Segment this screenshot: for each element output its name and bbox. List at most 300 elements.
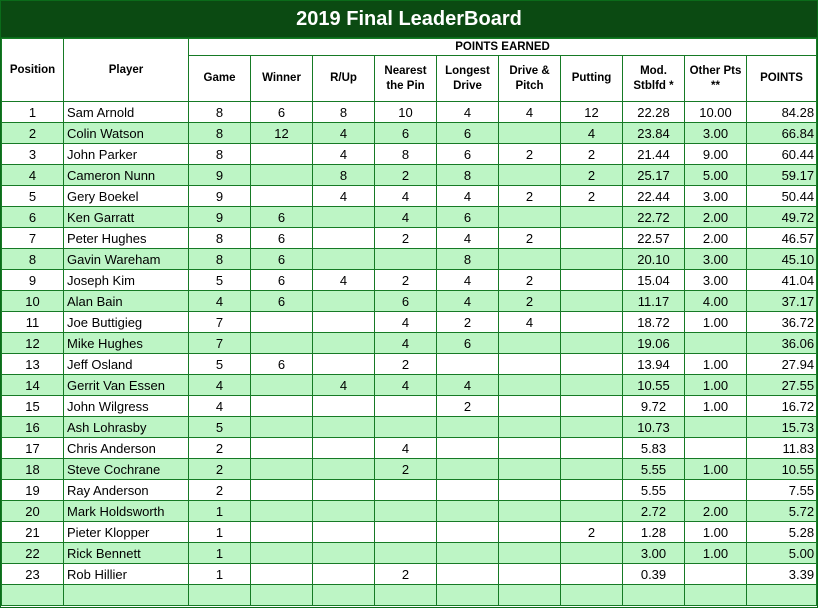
table-row <box>2 417 817 438</box>
cell-runner-up <box>313 480 375 501</box>
empty-cell <box>561 585 623 606</box>
cell-putting <box>561 312 623 333</box>
cell-other-pts: 9.00 <box>685 144 747 165</box>
cell-drive-pitch <box>499 396 561 417</box>
cell-longest-drive: 2 <box>437 396 499 417</box>
cell-game: 5 <box>189 417 251 438</box>
cell-other-pts: 1.00 <box>685 543 747 564</box>
cell-game: 2 <box>189 459 251 480</box>
cell-position: 4 <box>2 165 64 186</box>
cell-putting <box>561 543 623 564</box>
cell-position: 2 <box>2 123 64 144</box>
cell-position: 14 <box>2 375 64 396</box>
cell-nearest-pin <box>375 522 437 543</box>
cell-drive-pitch <box>499 459 561 480</box>
cell-winner <box>251 333 313 354</box>
cell-longest-drive <box>437 543 499 564</box>
cell-points: 59.17 <box>747 165 817 186</box>
header-other-pts: Other Pts ** <box>685 56 747 102</box>
cell-position: 13 <box>2 354 64 375</box>
cell-position: 11 <box>2 312 64 333</box>
cell-putting <box>561 459 623 480</box>
cell-game: 8 <box>189 249 251 270</box>
cell-player: Cameron Nunn <box>64 165 189 186</box>
cell-player: Alan Bain <box>64 291 189 312</box>
cell-nearest-pin <box>375 396 437 417</box>
empty-cell <box>499 585 561 606</box>
cell-longest-drive <box>437 354 499 375</box>
cell-game: 1 <box>189 522 251 543</box>
cell-other-pts <box>685 564 747 585</box>
cell-winner: 6 <box>251 207 313 228</box>
cell-game: 8 <box>189 102 251 123</box>
cell-drive-pitch <box>499 165 561 186</box>
cell-position: 16 <box>2 417 64 438</box>
cell-position: 6 <box>2 207 64 228</box>
cell-points: 37.17 <box>747 291 817 312</box>
empty-cell <box>189 585 251 606</box>
empty-table-row <box>2 585 817 606</box>
empty-cell <box>685 585 747 606</box>
cell-nearest-pin <box>375 501 437 522</box>
header-putting: Putting <box>561 56 623 102</box>
cell-runner-up <box>313 417 375 438</box>
cell-other-pts <box>685 333 747 354</box>
cell-winner <box>251 522 313 543</box>
cell-mod-stblfd: 0.39 <box>623 564 685 585</box>
cell-points: 10.55 <box>747 459 817 480</box>
cell-putting <box>561 249 623 270</box>
cell-runner-up: 4 <box>313 123 375 144</box>
cell-player: Gery Boekel <box>64 186 189 207</box>
leaderboard-body <box>2 102 817 606</box>
cell-points: 46.57 <box>747 228 817 249</box>
cell-other-pts: 3.00 <box>685 123 747 144</box>
cell-winner <box>251 186 313 207</box>
cell-runner-up <box>313 396 375 417</box>
cell-longest-drive <box>437 564 499 585</box>
cell-runner-up <box>313 333 375 354</box>
cell-winner <box>251 375 313 396</box>
cell-runner-up <box>313 501 375 522</box>
cell-putting: 2 <box>561 522 623 543</box>
cell-longest-drive: 8 <box>437 249 499 270</box>
cell-points: 5.28 <box>747 522 817 543</box>
cell-longest-drive: 4 <box>437 270 499 291</box>
empty-cell <box>2 585 64 606</box>
cell-winner <box>251 564 313 585</box>
cell-runner-up <box>313 438 375 459</box>
cell-game: 8 <box>189 144 251 165</box>
header-points: POINTS <box>747 56 817 102</box>
cell-longest-drive: 8 <box>437 165 499 186</box>
cell-nearest-pin: 8 <box>375 144 437 165</box>
cell-longest-drive <box>437 417 499 438</box>
cell-longest-drive <box>437 522 499 543</box>
header-nearest-pin: Nearest the Pin <box>375 56 437 102</box>
cell-putting <box>561 354 623 375</box>
empty-cell <box>747 585 817 606</box>
cell-game: 4 <box>189 396 251 417</box>
cell-game: 8 <box>189 228 251 249</box>
table-row <box>2 312 817 333</box>
cell-position: 23 <box>2 564 64 585</box>
cell-longest-drive: 6 <box>437 123 499 144</box>
cell-position: 12 <box>2 333 64 354</box>
cell-winner <box>251 417 313 438</box>
header-mod-stblfd: Mod. Stblfd * <box>623 56 685 102</box>
cell-putting <box>561 291 623 312</box>
cell-other-pts: 1.00 <box>685 522 747 543</box>
cell-points: 36.72 <box>747 312 817 333</box>
cell-drive-pitch <box>499 480 561 501</box>
cell-putting <box>561 270 623 291</box>
cell-runner-up <box>313 459 375 480</box>
cell-longest-drive: 4 <box>437 102 499 123</box>
cell-other-pts: 1.00 <box>685 459 747 480</box>
cell-longest-drive <box>437 501 499 522</box>
header-longest-drive: Longest Drive <box>437 56 499 102</box>
cell-winner: 6 <box>251 291 313 312</box>
cell-drive-pitch <box>499 207 561 228</box>
cell-points: 66.84 <box>747 123 817 144</box>
cell-mod-stblfd: 5.55 <box>623 480 685 501</box>
cell-other-pts <box>685 438 747 459</box>
cell-game: 5 <box>189 270 251 291</box>
cell-drive-pitch <box>499 417 561 438</box>
cell-position: 19 <box>2 480 64 501</box>
cell-putting: 12 <box>561 102 623 123</box>
cell-longest-drive: 4 <box>437 186 499 207</box>
cell-points: 41.04 <box>747 270 817 291</box>
cell-winner: 6 <box>251 228 313 249</box>
cell-other-pts <box>685 417 747 438</box>
cell-other-pts <box>685 480 747 501</box>
cell-winner <box>251 312 313 333</box>
cell-winner <box>251 480 313 501</box>
cell-player: Ray Anderson <box>64 480 189 501</box>
cell-position: 8 <box>2 249 64 270</box>
cell-drive-pitch <box>499 333 561 354</box>
table-row <box>2 102 817 123</box>
cell-putting <box>561 480 623 501</box>
cell-longest-drive: 4 <box>437 228 499 249</box>
header-runner-up: R/Up <box>313 56 375 102</box>
cell-player: Gerrit Van Essen <box>64 375 189 396</box>
cell-player: Joseph Kim <box>64 270 189 291</box>
cell-game: 2 <box>189 480 251 501</box>
cell-nearest-pin: 6 <box>375 291 437 312</box>
cell-mod-stblfd: 20.10 <box>623 249 685 270</box>
empty-cell <box>251 585 313 606</box>
empty-cell <box>623 585 685 606</box>
cell-putting <box>561 228 623 249</box>
cell-game: 7 <box>189 333 251 354</box>
cell-nearest-pin: 4 <box>375 186 437 207</box>
cell-nearest-pin: 2 <box>375 270 437 291</box>
cell-runner-up <box>313 354 375 375</box>
cell-drive-pitch <box>499 249 561 270</box>
table-row <box>2 543 817 564</box>
cell-nearest-pin: 4 <box>375 312 437 333</box>
cell-winner <box>251 144 313 165</box>
table-row <box>2 270 817 291</box>
cell-player: Mike Hughes <box>64 333 189 354</box>
header-position: Position <box>2 39 64 102</box>
cell-runner-up: 8 <box>313 102 375 123</box>
cell-position: 10 <box>2 291 64 312</box>
cell-other-pts: 1.00 <box>685 375 747 396</box>
cell-mod-stblfd: 22.28 <box>623 102 685 123</box>
table-row <box>2 354 817 375</box>
cell-player: John Wilgress <box>64 396 189 417</box>
table-row <box>2 249 817 270</box>
cell-nearest-pin: 2 <box>375 564 437 585</box>
cell-other-pts: 3.00 <box>685 186 747 207</box>
cell-points: 60.44 <box>747 144 817 165</box>
cell-drive-pitch: 4 <box>499 312 561 333</box>
cell-nearest-pin: 2 <box>375 228 437 249</box>
cell-drive-pitch: 2 <box>499 270 561 291</box>
cell-drive-pitch: 2 <box>499 228 561 249</box>
cell-nearest-pin: 4 <box>375 438 437 459</box>
cell-drive-pitch: 2 <box>499 186 561 207</box>
cell-player: Joe Buttigieg <box>64 312 189 333</box>
cell-points: 5.00 <box>747 543 817 564</box>
cell-winner: 6 <box>251 354 313 375</box>
cell-runner-up <box>313 249 375 270</box>
cell-winner: 12 <box>251 123 313 144</box>
cell-position: 15 <box>2 396 64 417</box>
cell-game: 4 <box>189 291 251 312</box>
header-player: Player <box>64 39 189 102</box>
cell-winner: 6 <box>251 249 313 270</box>
cell-player: Colin Watson <box>64 123 189 144</box>
cell-mod-stblfd: 10.55 <box>623 375 685 396</box>
cell-nearest-pin: 6 <box>375 123 437 144</box>
cell-drive-pitch <box>499 543 561 564</box>
cell-drive-pitch <box>499 501 561 522</box>
cell-drive-pitch <box>499 522 561 543</box>
cell-points: 45.10 <box>747 249 817 270</box>
cell-winner <box>251 438 313 459</box>
cell-position: 5 <box>2 186 64 207</box>
leaderboard-title: 2019 Final LeaderBoard <box>1 1 817 38</box>
cell-other-pts: 5.00 <box>685 165 747 186</box>
cell-points: 7.55 <box>747 480 817 501</box>
cell-points: 36.06 <box>747 333 817 354</box>
cell-mod-stblfd: 23.84 <box>623 123 685 144</box>
cell-runner-up: 4 <box>313 144 375 165</box>
cell-position: 22 <box>2 543 64 564</box>
cell-position: 3 <box>2 144 64 165</box>
cell-position: 7 <box>2 228 64 249</box>
cell-player: Rob Hillier <box>64 564 189 585</box>
cell-other-pts: 1.00 <box>685 354 747 375</box>
cell-mod-stblfd: 21.44 <box>623 144 685 165</box>
cell-runner-up: 4 <box>313 270 375 291</box>
cell-nearest-pin <box>375 543 437 564</box>
cell-putting <box>561 417 623 438</box>
cell-drive-pitch <box>499 564 561 585</box>
cell-runner-up <box>313 543 375 564</box>
cell-player: Steve Cochrane <box>64 459 189 480</box>
cell-player: Jeff Osland <box>64 354 189 375</box>
cell-putting: 2 <box>561 165 623 186</box>
cell-mod-stblfd: 15.04 <box>623 270 685 291</box>
cell-nearest-pin: 2 <box>375 459 437 480</box>
cell-points: 11.83 <box>747 438 817 459</box>
cell-drive-pitch <box>499 123 561 144</box>
table-row <box>2 564 817 585</box>
cell-player: Chris Anderson <box>64 438 189 459</box>
cell-winner <box>251 396 313 417</box>
cell-mod-stblfd: 1.28 <box>623 522 685 543</box>
empty-cell <box>375 585 437 606</box>
header-winner: Winner <box>251 56 313 102</box>
cell-putting <box>561 501 623 522</box>
cell-other-pts: 2.00 <box>685 207 747 228</box>
leaderboard-table <box>1 38 817 606</box>
cell-putting: 2 <box>561 144 623 165</box>
cell-drive-pitch <box>499 375 561 396</box>
table-row <box>2 480 817 501</box>
cell-game: 2 <box>189 438 251 459</box>
cell-drive-pitch: 2 <box>499 144 561 165</box>
table-row <box>2 144 817 165</box>
cell-mod-stblfd: 22.72 <box>623 207 685 228</box>
cell-game: 4 <box>189 375 251 396</box>
cell-points: 84.28 <box>747 102 817 123</box>
cell-mod-stblfd: 5.55 <box>623 459 685 480</box>
cell-runner-up <box>313 228 375 249</box>
cell-longest-drive <box>437 438 499 459</box>
cell-game: 8 <box>189 123 251 144</box>
cell-winner: 6 <box>251 270 313 291</box>
cell-player: Ash Lohrasby <box>64 417 189 438</box>
cell-putting <box>561 564 623 585</box>
cell-mod-stblfd: 25.17 <box>623 165 685 186</box>
cell-longest-drive: 6 <box>437 144 499 165</box>
cell-winner <box>251 543 313 564</box>
cell-position: 20 <box>2 501 64 522</box>
cell-nearest-pin: 2 <box>375 165 437 186</box>
cell-points: 27.55 <box>747 375 817 396</box>
cell-points: 49.72 <box>747 207 817 228</box>
table-row <box>2 459 817 480</box>
empty-cell <box>313 585 375 606</box>
cell-points: 3.39 <box>747 564 817 585</box>
cell-longest-drive <box>437 480 499 501</box>
cell-player: Gavin Wareham <box>64 249 189 270</box>
cell-nearest-pin <box>375 480 437 501</box>
cell-winner: 6 <box>251 102 313 123</box>
cell-longest-drive: 2 <box>437 312 499 333</box>
cell-player: Rick Bennett <box>64 543 189 564</box>
cell-nearest-pin <box>375 249 437 270</box>
table-row <box>2 501 817 522</box>
table-row <box>2 165 817 186</box>
cell-position: 9 <box>2 270 64 291</box>
cell-player: Mark Holdsworth <box>64 501 189 522</box>
cell-mod-stblfd: 13.94 <box>623 354 685 375</box>
cell-points: 15.73 <box>747 417 817 438</box>
cell-longest-drive: 4 <box>437 291 499 312</box>
cell-points: 16.72 <box>747 396 817 417</box>
empty-cell <box>437 585 499 606</box>
cell-other-pts: 4.00 <box>685 291 747 312</box>
cell-other-pts: 3.00 <box>685 249 747 270</box>
cell-putting <box>561 438 623 459</box>
cell-other-pts: 2.00 <box>685 228 747 249</box>
cell-game: 1 <box>189 501 251 522</box>
cell-mod-stblfd: 11.17 <box>623 291 685 312</box>
cell-mod-stblfd: 10.73 <box>623 417 685 438</box>
cell-winner <box>251 459 313 480</box>
cell-runner-up: 8 <box>313 165 375 186</box>
cell-player: Pieter Klopper <box>64 522 189 543</box>
header-points-earned: POINTS EARNED <box>189 39 817 56</box>
table-row <box>2 186 817 207</box>
cell-player: John Parker <box>64 144 189 165</box>
table-row <box>2 396 817 417</box>
cell-game: 5 <box>189 354 251 375</box>
cell-game: 9 <box>189 165 251 186</box>
table-row <box>2 123 817 144</box>
cell-runner-up <box>313 207 375 228</box>
cell-nearest-pin: 4 <box>375 333 437 354</box>
cell-longest-drive: 6 <box>437 207 499 228</box>
cell-other-pts: 1.00 <box>685 396 747 417</box>
cell-game: 7 <box>189 312 251 333</box>
cell-game: 9 <box>189 186 251 207</box>
header-drive-pitch: Drive & Pitch <box>499 56 561 102</box>
cell-player: Sam Arnold <box>64 102 189 123</box>
cell-nearest-pin: 2 <box>375 354 437 375</box>
cell-winner <box>251 501 313 522</box>
cell-points: 27.94 <box>747 354 817 375</box>
cell-mod-stblfd: 22.44 <box>623 186 685 207</box>
table-row <box>2 522 817 543</box>
cell-nearest-pin: 10 <box>375 102 437 123</box>
cell-longest-drive <box>437 459 499 480</box>
cell-drive-pitch: 2 <box>499 291 561 312</box>
cell-runner-up: 4 <box>313 375 375 396</box>
cell-drive-pitch <box>499 354 561 375</box>
cell-longest-drive: 4 <box>437 375 499 396</box>
cell-runner-up: 4 <box>313 186 375 207</box>
cell-game: 9 <box>189 207 251 228</box>
cell-nearest-pin: 4 <box>375 207 437 228</box>
cell-player: Ken Garratt <box>64 207 189 228</box>
empty-cell <box>64 585 189 606</box>
table-row <box>2 375 817 396</box>
cell-other-pts: 3.00 <box>685 270 747 291</box>
cell-mod-stblfd: 2.72 <box>623 501 685 522</box>
cell-runner-up <box>313 291 375 312</box>
cell-other-pts: 2.00 <box>685 501 747 522</box>
table-row <box>2 438 817 459</box>
cell-points: 50.44 <box>747 186 817 207</box>
cell-other-pts: 10.00 <box>685 102 747 123</box>
header-game: Game <box>189 56 251 102</box>
cell-game: 1 <box>189 543 251 564</box>
cell-mod-stblfd: 5.83 <box>623 438 685 459</box>
cell-position: 1 <box>2 102 64 123</box>
table-row <box>2 207 817 228</box>
cell-points: 5.72 <box>747 501 817 522</box>
cell-game: 1 <box>189 564 251 585</box>
